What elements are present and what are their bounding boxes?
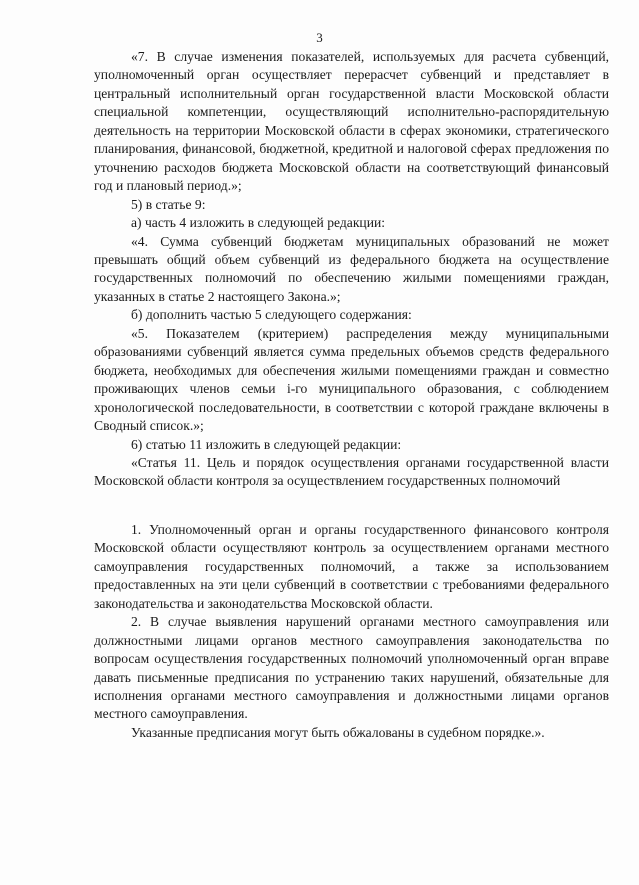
paragraph-clause-1: 1. Уполномоченный орган и органы государственного финансового контроля Московской области осуществляют контроль за осуществлением органами местного самоуправления государственных полномочий, а также за использованием предоставленных на эти цели субвенций в соответствии с требованиями федерального законодательства и законодательства Московской области. (94, 521, 609, 611)
paragraph-part-4: «4. Сумма субвенций бюджетам муниципальных образований не может превышать общий объем субвенций из федерального бюджета на осуществление государственных полномочий по обеспечению жилыми помещениями граждан, указанных в статье 2 настоящего Закона.»; (94, 233, 609, 304)
document-body (94, 48, 609, 742)
paragraph-clause-2: 2. В случае выявления нарушений органами местного самоуправления или должностными лицами органов местного самоуправления законодательства по вопросам осуществления государственных полномочий уполномоченный орган вправе давать письменные предписания по устранению таких нарушений, обязательные для исполнения органами местного самоуправления и должностными лицами органов местного самоуправления. (94, 614, 609, 722)
paragraph-subitem-b: б) дополнить частью 5 следующего содержания: (131, 307, 412, 323)
page-number: 3 (316, 30, 323, 45)
paragraph-amendment-7: «7. В случае изменения показателей, используемых для расчета субвенций, уполномоченный орган осуществляет перерасчет субвенций и представляет в центральный исполнительный орган государственной власти Московской области специальной компетенции, осуществляющий исполнительно-распорядительную деятельность на территории Московской области в сферах экономики, стратегического планирования, финансовой, бюджетной, кредитной и налоговой сферах предложения по уточнению расходов бюджета Московской области на соответствующий финансовый год и плановый период.»; (94, 49, 609, 194)
paragraph-part-5: «5. Показателем (критерием) распределения между муниципальными образованиями субвенций является сумма предельных объемов средств федерального бюджета, необходимых для обеспечения жилыми помещениями граждан и совместно проживающих членов семьи i-го муниципального образования, с соблюдением хронологической последовательности, в соответствии с которой граждане включены в Сводный список.»; (94, 325, 609, 434)
paragraph-item-5: 5) в статье 9: (131, 196, 206, 212)
paragraph-subitem-a: а) часть 4 изложить в следующей редакции: (131, 215, 386, 231)
paragraph-appeal: Указанные предписания могут быть обжалованы в судебном порядке.». (131, 724, 545, 740)
paragraph-item-6: 6) статью 11 изложить в следующей редакции: (131, 436, 402, 452)
paragraph-article-11-title: «Статья 11. Цель и порядок осуществления органами государственной власти Московской области контроля за осуществлением государственных полномочий (94, 454, 609, 489)
section-gap (94, 491, 609, 521)
